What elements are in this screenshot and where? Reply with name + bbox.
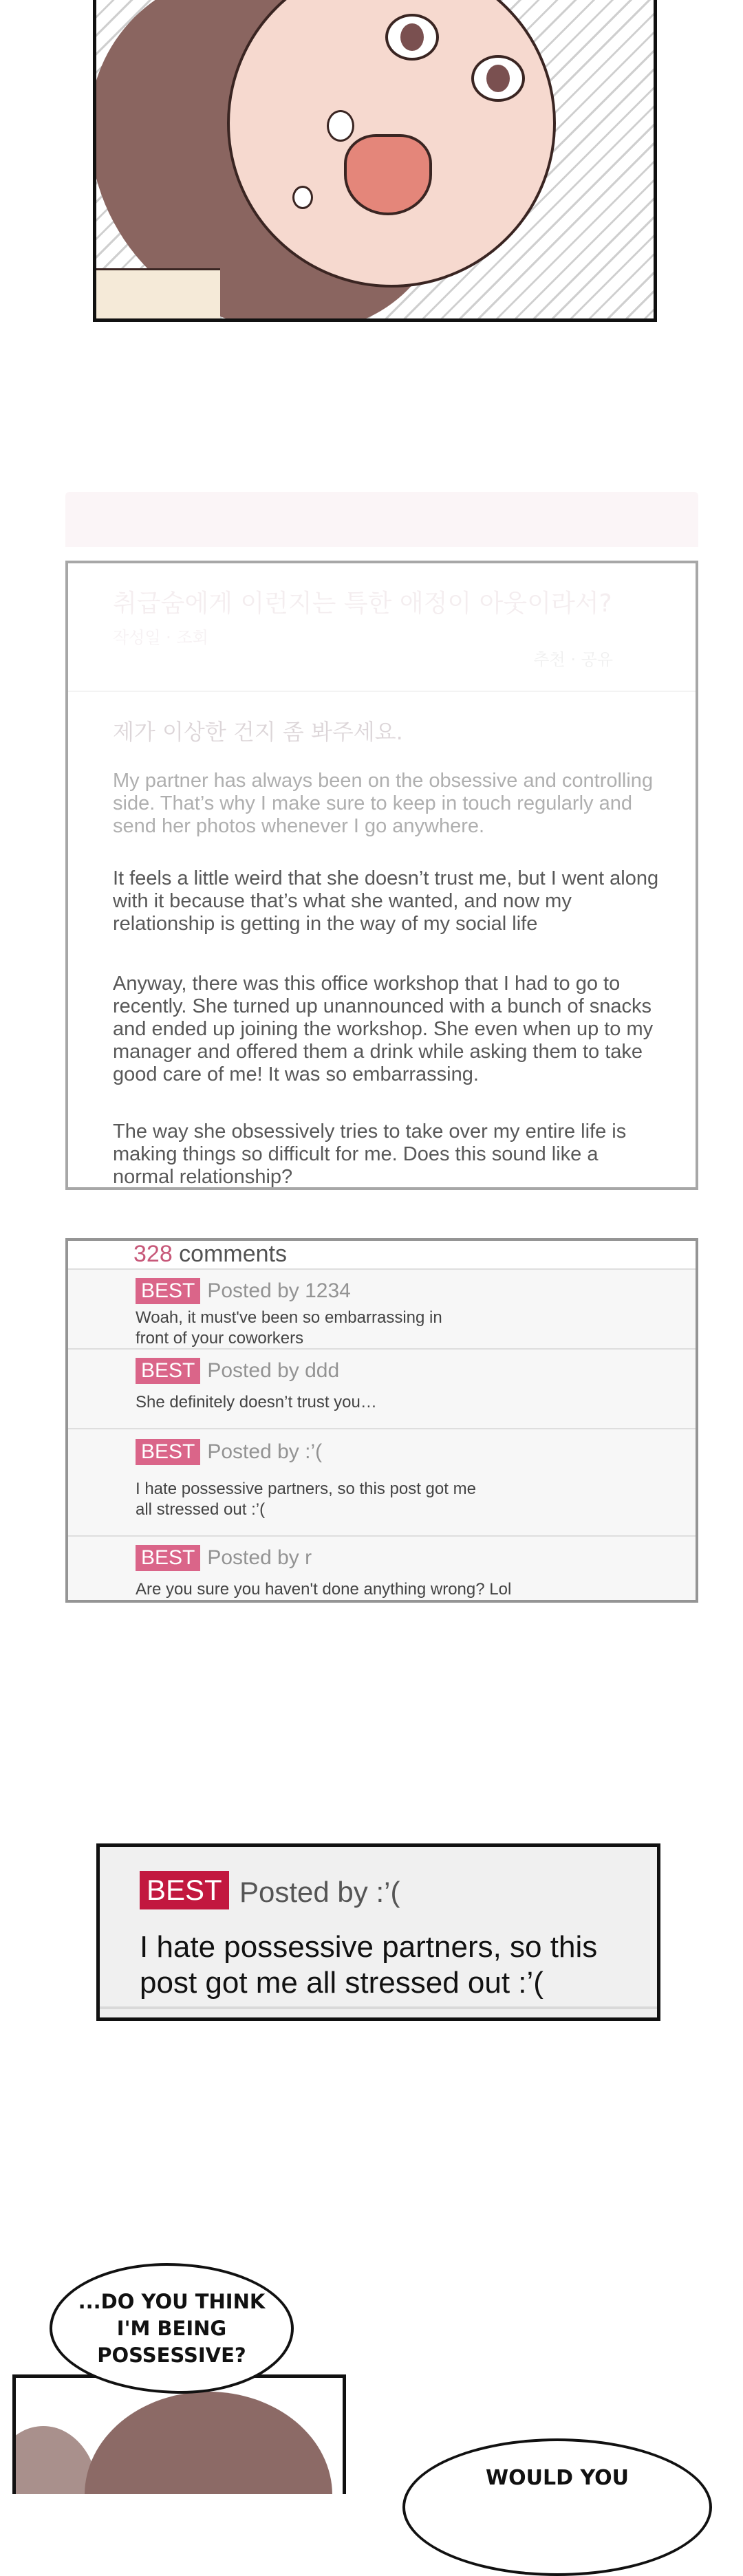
best-badge: BEST [140, 1871, 229, 1909]
zoomed-comment [96, 1843, 660, 2021]
sweat-drop [327, 110, 354, 142]
best-badge: BEST [136, 1439, 200, 1465]
character-eye-left [385, 14, 439, 61]
speech-bubble [402, 2438, 712, 2576]
comment-text: I hate possessive partners, so this post got me all stressed out :’( [136, 1480, 476, 1519]
best-badge: BEST [136, 1358, 200, 1384]
character-eye-right [471, 55, 525, 102]
comment-author: Posted by 1234 [207, 1279, 351, 1302]
comment-text: She definitely doesn’t trust you… [136, 1393, 377, 1411]
post-paragraph: The way she obsessively tries to take over my entire life is making things so difficult for me. Does this sound like a normal relationship? [113, 1121, 627, 1188]
speech-text: WOULD YOU [486, 2466, 629, 2490]
comic-panel-top [93, 0, 657, 322]
character-hair [85, 2392, 332, 2494]
comment-text: I hate possessive partners, so this post got me all stressed out :’( [140, 1930, 598, 2000]
post-intro: 제가 이상한 건지 좀 봐주세요. [113, 719, 403, 745]
comment-divider [100, 2006, 657, 2009]
comment-author: Posted by r [207, 1546, 312, 1569]
post-paragraph: Anyway, there was this office workshop that I had to go to recently. She turned up unannounced with a bunch of snacks and ended up joining the workshop. She even when up to my manager and offered them a drink while asking them to take good care of me! It was so embarrassing. [113, 973, 654, 1085]
post-paragraph: My partner has always been on the obsessive and controlling side. That’s why I make sure to keep in touch regularly and send her photos whenever I go anywhere. [113, 770, 654, 837]
speech-text: ...DO YOU THINK I'M BEING POSSESSIVE? [78, 2289, 266, 2367]
app-header [65, 492, 698, 547]
comment-row[interactable] [68, 1535, 696, 1603]
forum-app-screen [65, 492, 698, 1599]
comment-author: Posted by :’( [207, 1440, 323, 1463]
post-paragraph: It feels a little weird that she doesn’t trust me, but I went along with it because that’s what she wanted, and now my relationship is getting in the way of my social life [113, 867, 659, 935]
comment-count: 328 comments [133, 1241, 287, 1267]
sweat-drop [292, 186, 313, 209]
best-badge: BEST [136, 1545, 200, 1571]
comments-section [65, 1238, 698, 1603]
comment-author: Posted by :’( [239, 1876, 400, 1908]
post-header [68, 563, 696, 692]
comment-text: Are you sure you haven't done anything wrong? Lol [136, 1580, 512, 1599]
comment-row[interactable] [68, 1428, 696, 1537]
post-card [65, 561, 698, 1190]
comment-author: Posted by ddd [207, 1359, 340, 1382]
character-mouth [344, 134, 432, 215]
best-badge: BEST [136, 1278, 200, 1304]
post-title: 취급숨에게 이런지는 특한 애정이 아웃이라서? [113, 589, 612, 618]
post-meta: 작성일 · 조회 [113, 628, 208, 647]
comment-text: Woah, it must've been so embarrassing in front of your coworkers [136, 1308, 442, 1347]
post-meta-actions: 추천 · 공유 [533, 650, 613, 669]
character-shirt [96, 268, 220, 322]
comment-row[interactable] [68, 1268, 696, 1350]
comment-row[interactable] [68, 1348, 696, 1429]
